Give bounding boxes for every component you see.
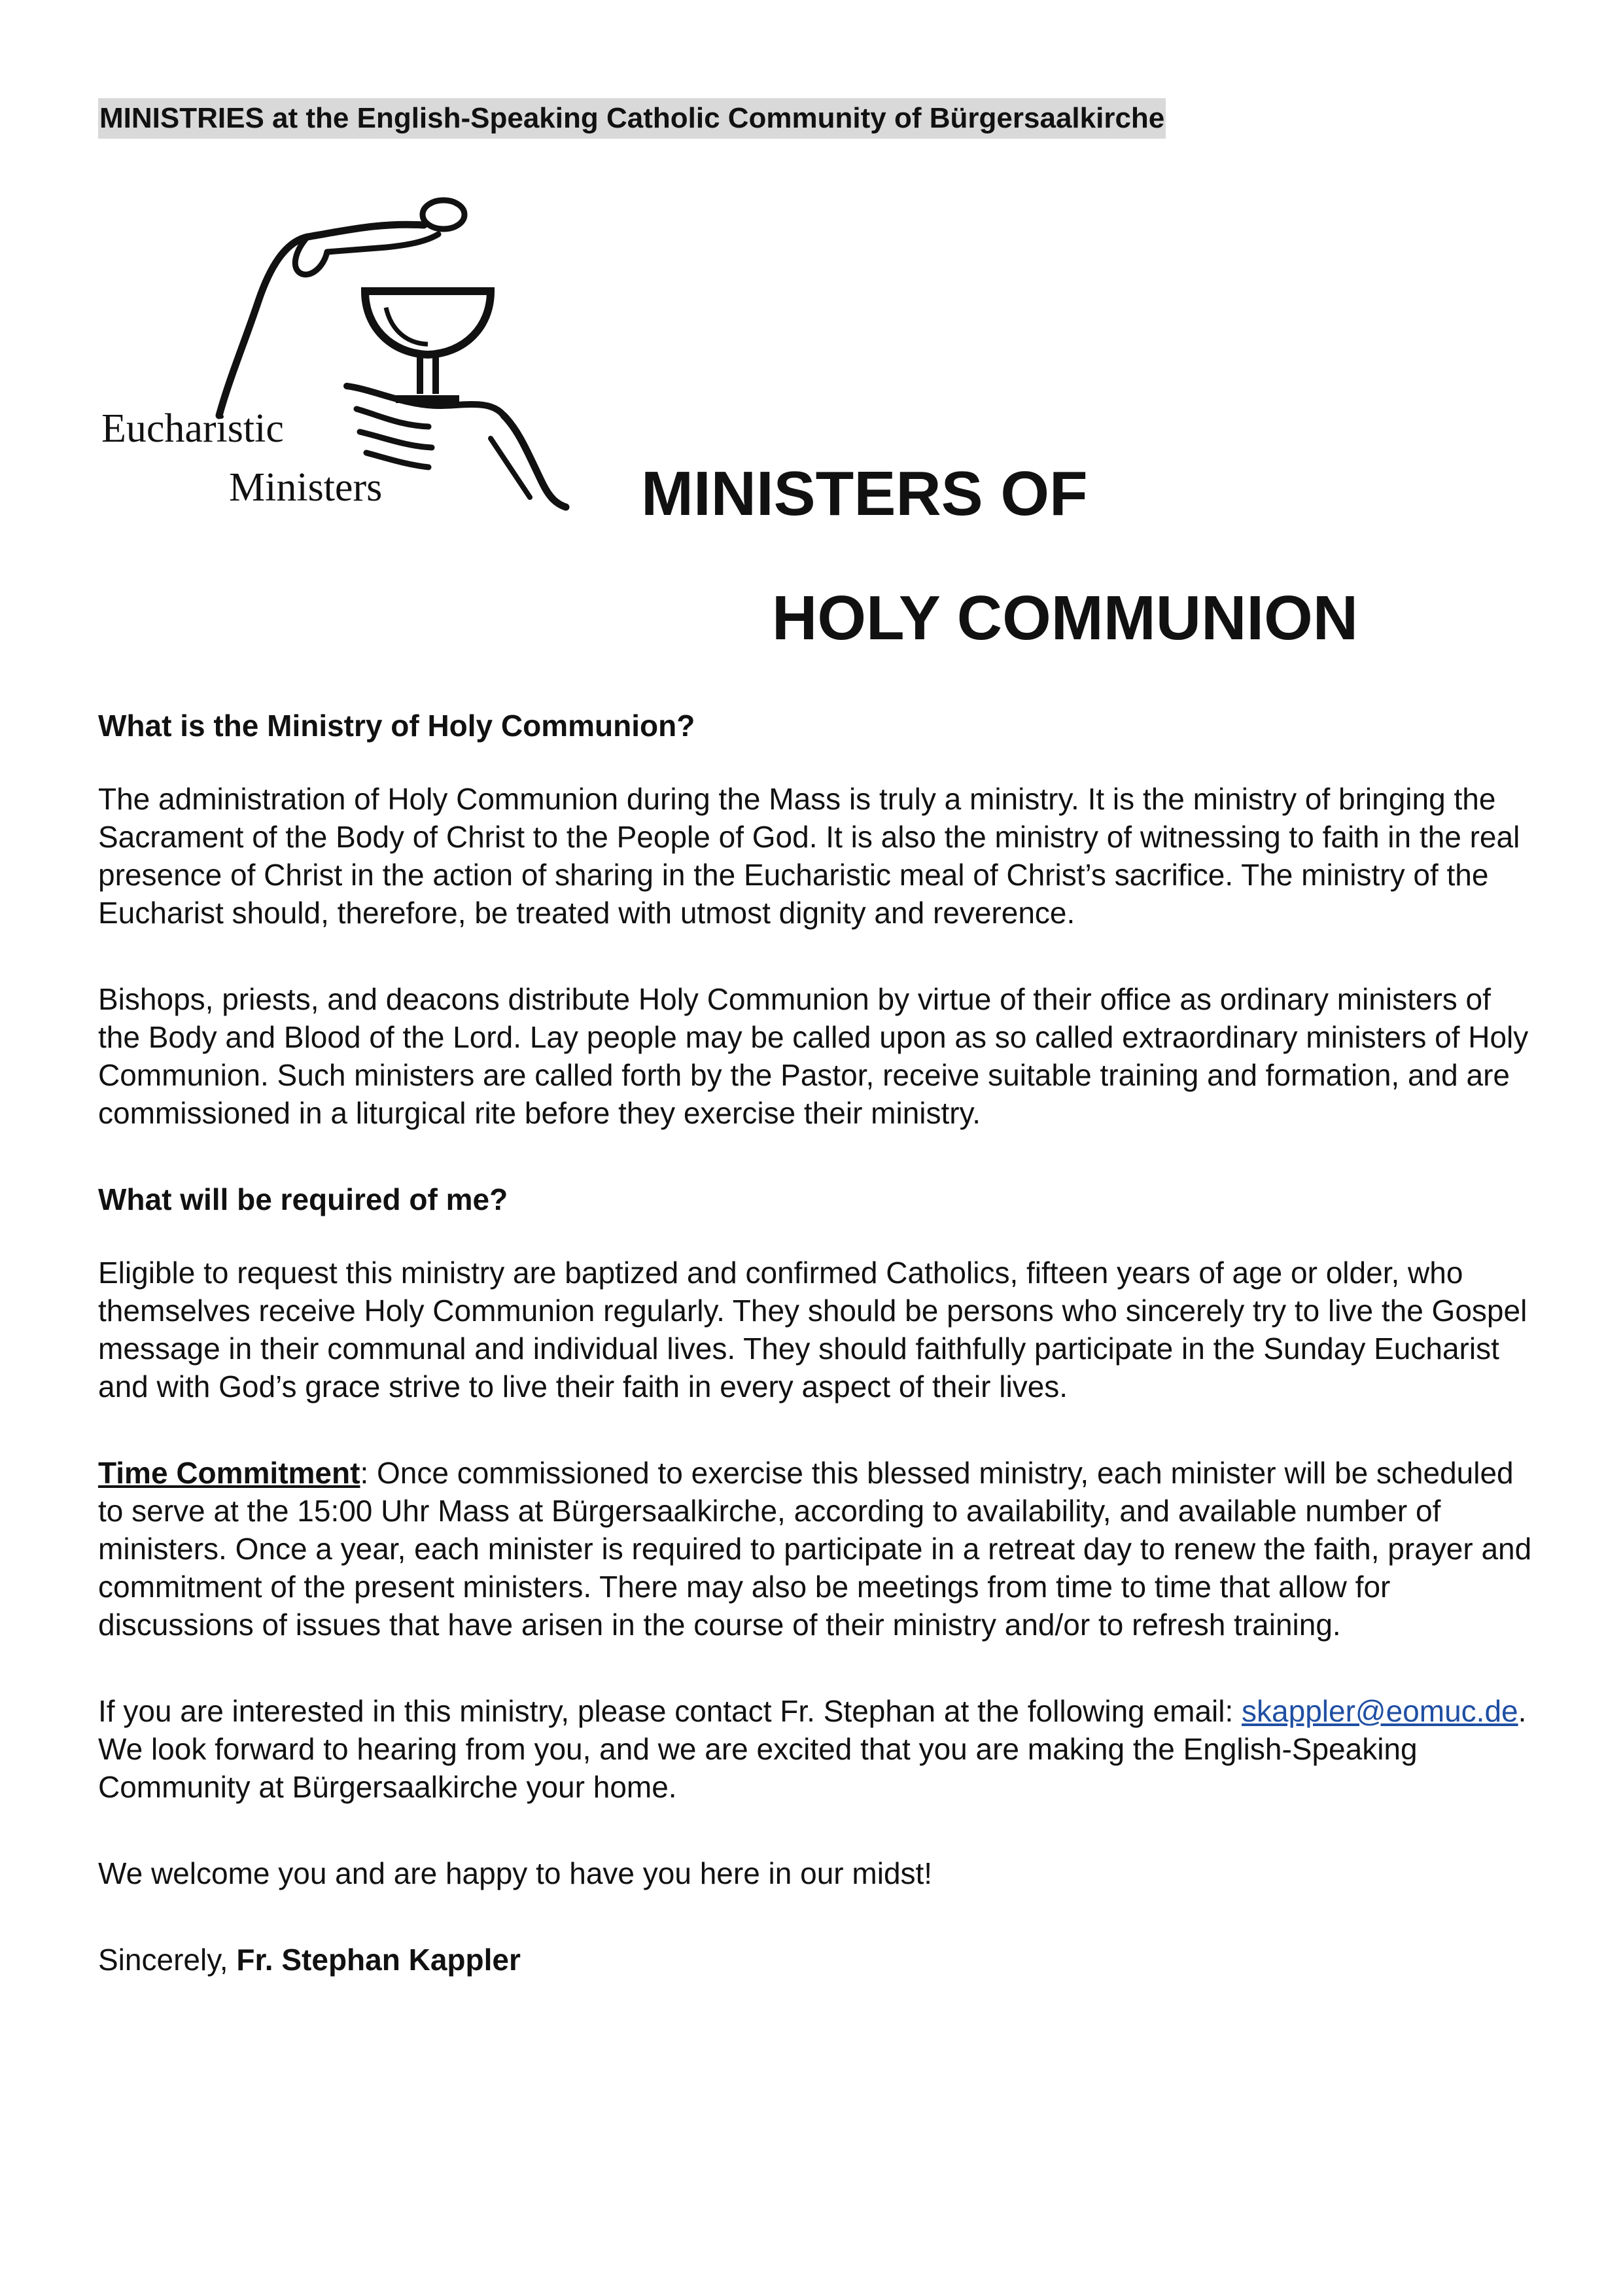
paragraph-welcome: We welcome you and are happy to have you here in our midst! <box>98 1856 933 1890</box>
document-body <box>98 707 1537 2027</box>
section-heading-requirements: What will be required of me? <box>98 1182 508 1216</box>
contact-text-pre: If you are interested in this ministry, please contact Fr. Stephan at the following email: <box>98 1694 1242 1728</box>
time-commitment-label: Time Commitment <box>98 1456 360 1490</box>
logo-text-eucharistic: Eucharistic <box>101 406 284 451</box>
ministries-header: MINISTRIES at the English-Speaking Catholic Community of Bürgersaalkirche <box>98 98 1166 139</box>
closing-text: Sincerely, <box>98 1943 237 1977</box>
paragraph-ordinary-extraordinary: Bishops, priests, and deacons distribute Holy Communion by virtue of their office as ordinary ministers of the Body and Blood of the Lord. Lay people may be called upon as so called extraordinary ministers of Holy Communion. Such ministers are called forth by the Pastor, receive suitable training and formation, and are commissioned in a liturgical rite before they exercise their ministry. <box>98 982 1529 1130</box>
paragraph-time-commitment <box>98 1454 1537 1644</box>
signature-name: Fr. Stephan Kappler <box>236 1943 521 1977</box>
time-commitment-text: : Once commissioned to exercise this blessed ministry, each minister will be scheduled to serve at the 15:00 Uhr Mass at Bürgersaalkirche, according to availability, and available number of ministers. Once a year, each minister is required to participate in a retreat day to renew the faith, prayer and commitment of the present ministers. There may also be meetings from time to time that allow for discussions of issues that have arisen in the course of their ministry and/or to refresh training. <box>98 1456 1532 1642</box>
title-line-1: MINISTERS OF <box>641 459 1088 529</box>
section-heading-what-is: What is the Ministry of Holy Communion? <box>98 709 695 743</box>
title-line-2: HOLY COMMUNION <box>772 583 1359 653</box>
contact-email-link[interactable]: skappler@eomuc.de <box>1242 1694 1518 1728</box>
contact-text-post: . We look forward to hearing from you, and we are excited that you are making the English-Speaking Community at Bürgersaalkirche your home. <box>98 1694 1527 1804</box>
paragraph-ministry-description: The administration of Holy Communion during the Mass is truly a ministry. It is the ministry of bringing the Sacrament of the Body of Christ to the People of God. It is also the ministry of witnessing to faith in the real presence of Christ in the action of sharing in the Eucharistic meal of Christ’s sacrifice. The ministry of the Eucharist should, therefore, be treated with utmost dignity and reverence. <box>98 782 1520 930</box>
paragraph-eligibility: Eligible to request this ministry are baptized and confirmed Catholics, fifteen years of age or older, who themselves receive Holy Communion regularly. They should be persons who sincerely try to live the Gospel message in their communal and individual lives. They should faithfully participate in the Sunday Eucharist and with God’s grace strive to live their faith in every aspect of their lives. <box>98 1256 1527 1404</box>
eucharistic-ministers-logo <box>98 190 582 523</box>
paragraph-contact <box>98 1692 1537 1806</box>
logo-text-ministers: Ministers <box>229 465 383 510</box>
chalice-and-host-icon <box>98 190 582 523</box>
paragraph-closing <box>98 1941 1537 1979</box>
